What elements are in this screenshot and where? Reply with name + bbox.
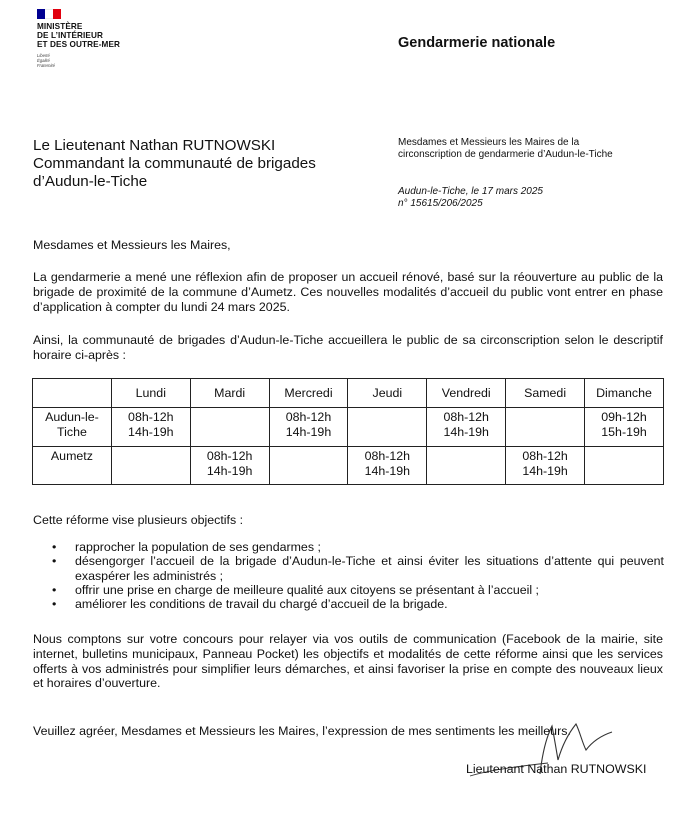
hours-cell: 08h-12h 14h-19h <box>190 447 269 485</box>
header-cell-day: Lundi <box>111 379 190 408</box>
list-item: • améliorer les conditions de travail du chargé d’accueil de la brigade. <box>52 597 448 612</box>
paragraph-intro: La gendarmerie a mené une réflexion afin de proposer un accueil rénové, basé sur la réouverture au public de la brigade de proximité de la commune d’Aumetz. Ces nouvelles modalités d’accueil du public vont entrer en phase d’application à compter du lundi 24 mars 2025. <box>33 270 663 314</box>
header-cell-empty <box>33 379 112 408</box>
bullet-icon: • <box>52 540 57 554</box>
signature-name: Lieutenant Nathan RUTNOWSKI <box>466 762 647 776</box>
marianne-flag-icon <box>37 9 61 19</box>
closing-formula: Veuillez agréer, Mesdames et Messieurs les Maires, l’expression de mes sentiments les meilleurs. <box>33 724 571 738</box>
bullet-icon: • <box>52 554 57 569</box>
paragraph-schedule-intro: Ainsi, la communauté de brigades d’Audun-le-Tiche accueillera le public de sa circonscription selon le descriptif horaire ci-après : <box>33 333 663 362</box>
date-reference-block <box>398 186 543 210</box>
header-cell-day: Jeudi <box>348 379 427 408</box>
hours-cell <box>111 447 190 485</box>
list-item: • désengorger l’accueil de la brigade d’Audun-le-Tiche et ainsi éviter les situations d’attente qui peuvent exaspérer les administrés ; <box>52 554 664 583</box>
hours-cell <box>427 447 506 485</box>
hours-cell: 08h-12h 14h-19h <box>506 447 585 485</box>
hours-cell <box>585 447 664 485</box>
hours-cell <box>269 447 348 485</box>
objectives-list <box>52 540 664 611</box>
hours-cell <box>506 408 585 447</box>
sender-line: Commandant la communauté de brigades <box>33 155 316 172</box>
table-row <box>33 408 664 447</box>
header-cell-day: Vendredi <box>427 379 506 408</box>
schedule-table <box>32 378 664 485</box>
letter-reference: n° 15615/206/2025 <box>398 198 483 209</box>
hours-cell: 09h-12h 15h-19h <box>585 408 664 447</box>
header-cell-day: Dimanche <box>585 379 664 408</box>
header-cell-day: Samedi <box>506 379 585 408</box>
header-cell-day: Mardi <box>190 379 269 408</box>
hours-cell: 08h-12h 14h-19h <box>348 447 427 485</box>
place-cell: Audun-le- Tiche <box>33 408 112 447</box>
sender-line: d’Audun-le-Tiche <box>33 173 148 190</box>
objectives-intro: Cette réforme vise plusieurs objectifs : <box>33 513 244 527</box>
place-cell: Aumetz <box>33 447 112 485</box>
salutation: Mesdames et Messieurs les Maires, <box>33 238 231 252</box>
header-cell-day: Mercredi <box>269 379 348 408</box>
letter-date: Audun-le-Tiche, le 17 mars 2025 <box>398 186 543 197</box>
organization-name: Gendarmerie nationale <box>398 35 556 51</box>
recipient-block: Mesdames et Messieurs les Maires de la circonscription de gendarmerie d’Audun-le-Tiche <box>398 137 613 160</box>
bullet-icon: • <box>52 582 57 597</box>
bullet-icon: • <box>52 597 57 612</box>
sender-line: Le Lieutenant Nathan RUTNOWSKI <box>33 137 276 154</box>
republic-motto: Liberté Égalité Fraternité <box>37 53 55 68</box>
paragraph-request: Nous comptons sur votre concours pour relayer via vos outils de communication (Facebook de la mairie, site internet, bulletins municipaux, Panneau Pocket) les objectifs et modalités de cette réforme ainsi que les services offerts à vos administrés pour simplifier leurs démarches, et ainsi favoriser la prise en compte des nouveaux lieux et horaires d’ouverture. <box>33 632 663 691</box>
hours-cell: 08h-12h 14h-19h <box>111 408 190 447</box>
ministry-logo-text: MINISTÈRE DE L’INTÉRIEUR ET DES OUTRE-MER <box>37 22 121 49</box>
hours-cell <box>190 408 269 447</box>
hours-cell <box>348 408 427 447</box>
list-item: • offrir une prise en charge de meilleure qualité aux citoyens se présentant à l’accueil ; <box>52 582 539 597</box>
table-row <box>33 447 664 485</box>
hours-cell: 08h-12h 14h-19h <box>269 408 348 447</box>
list-item: • rapprocher la population de ses gendarmes ; <box>52 540 321 554</box>
hours-cell: 08h-12h 14h-19h <box>427 408 506 447</box>
table-header-row <box>33 379 664 408</box>
sender-block <box>33 137 316 191</box>
